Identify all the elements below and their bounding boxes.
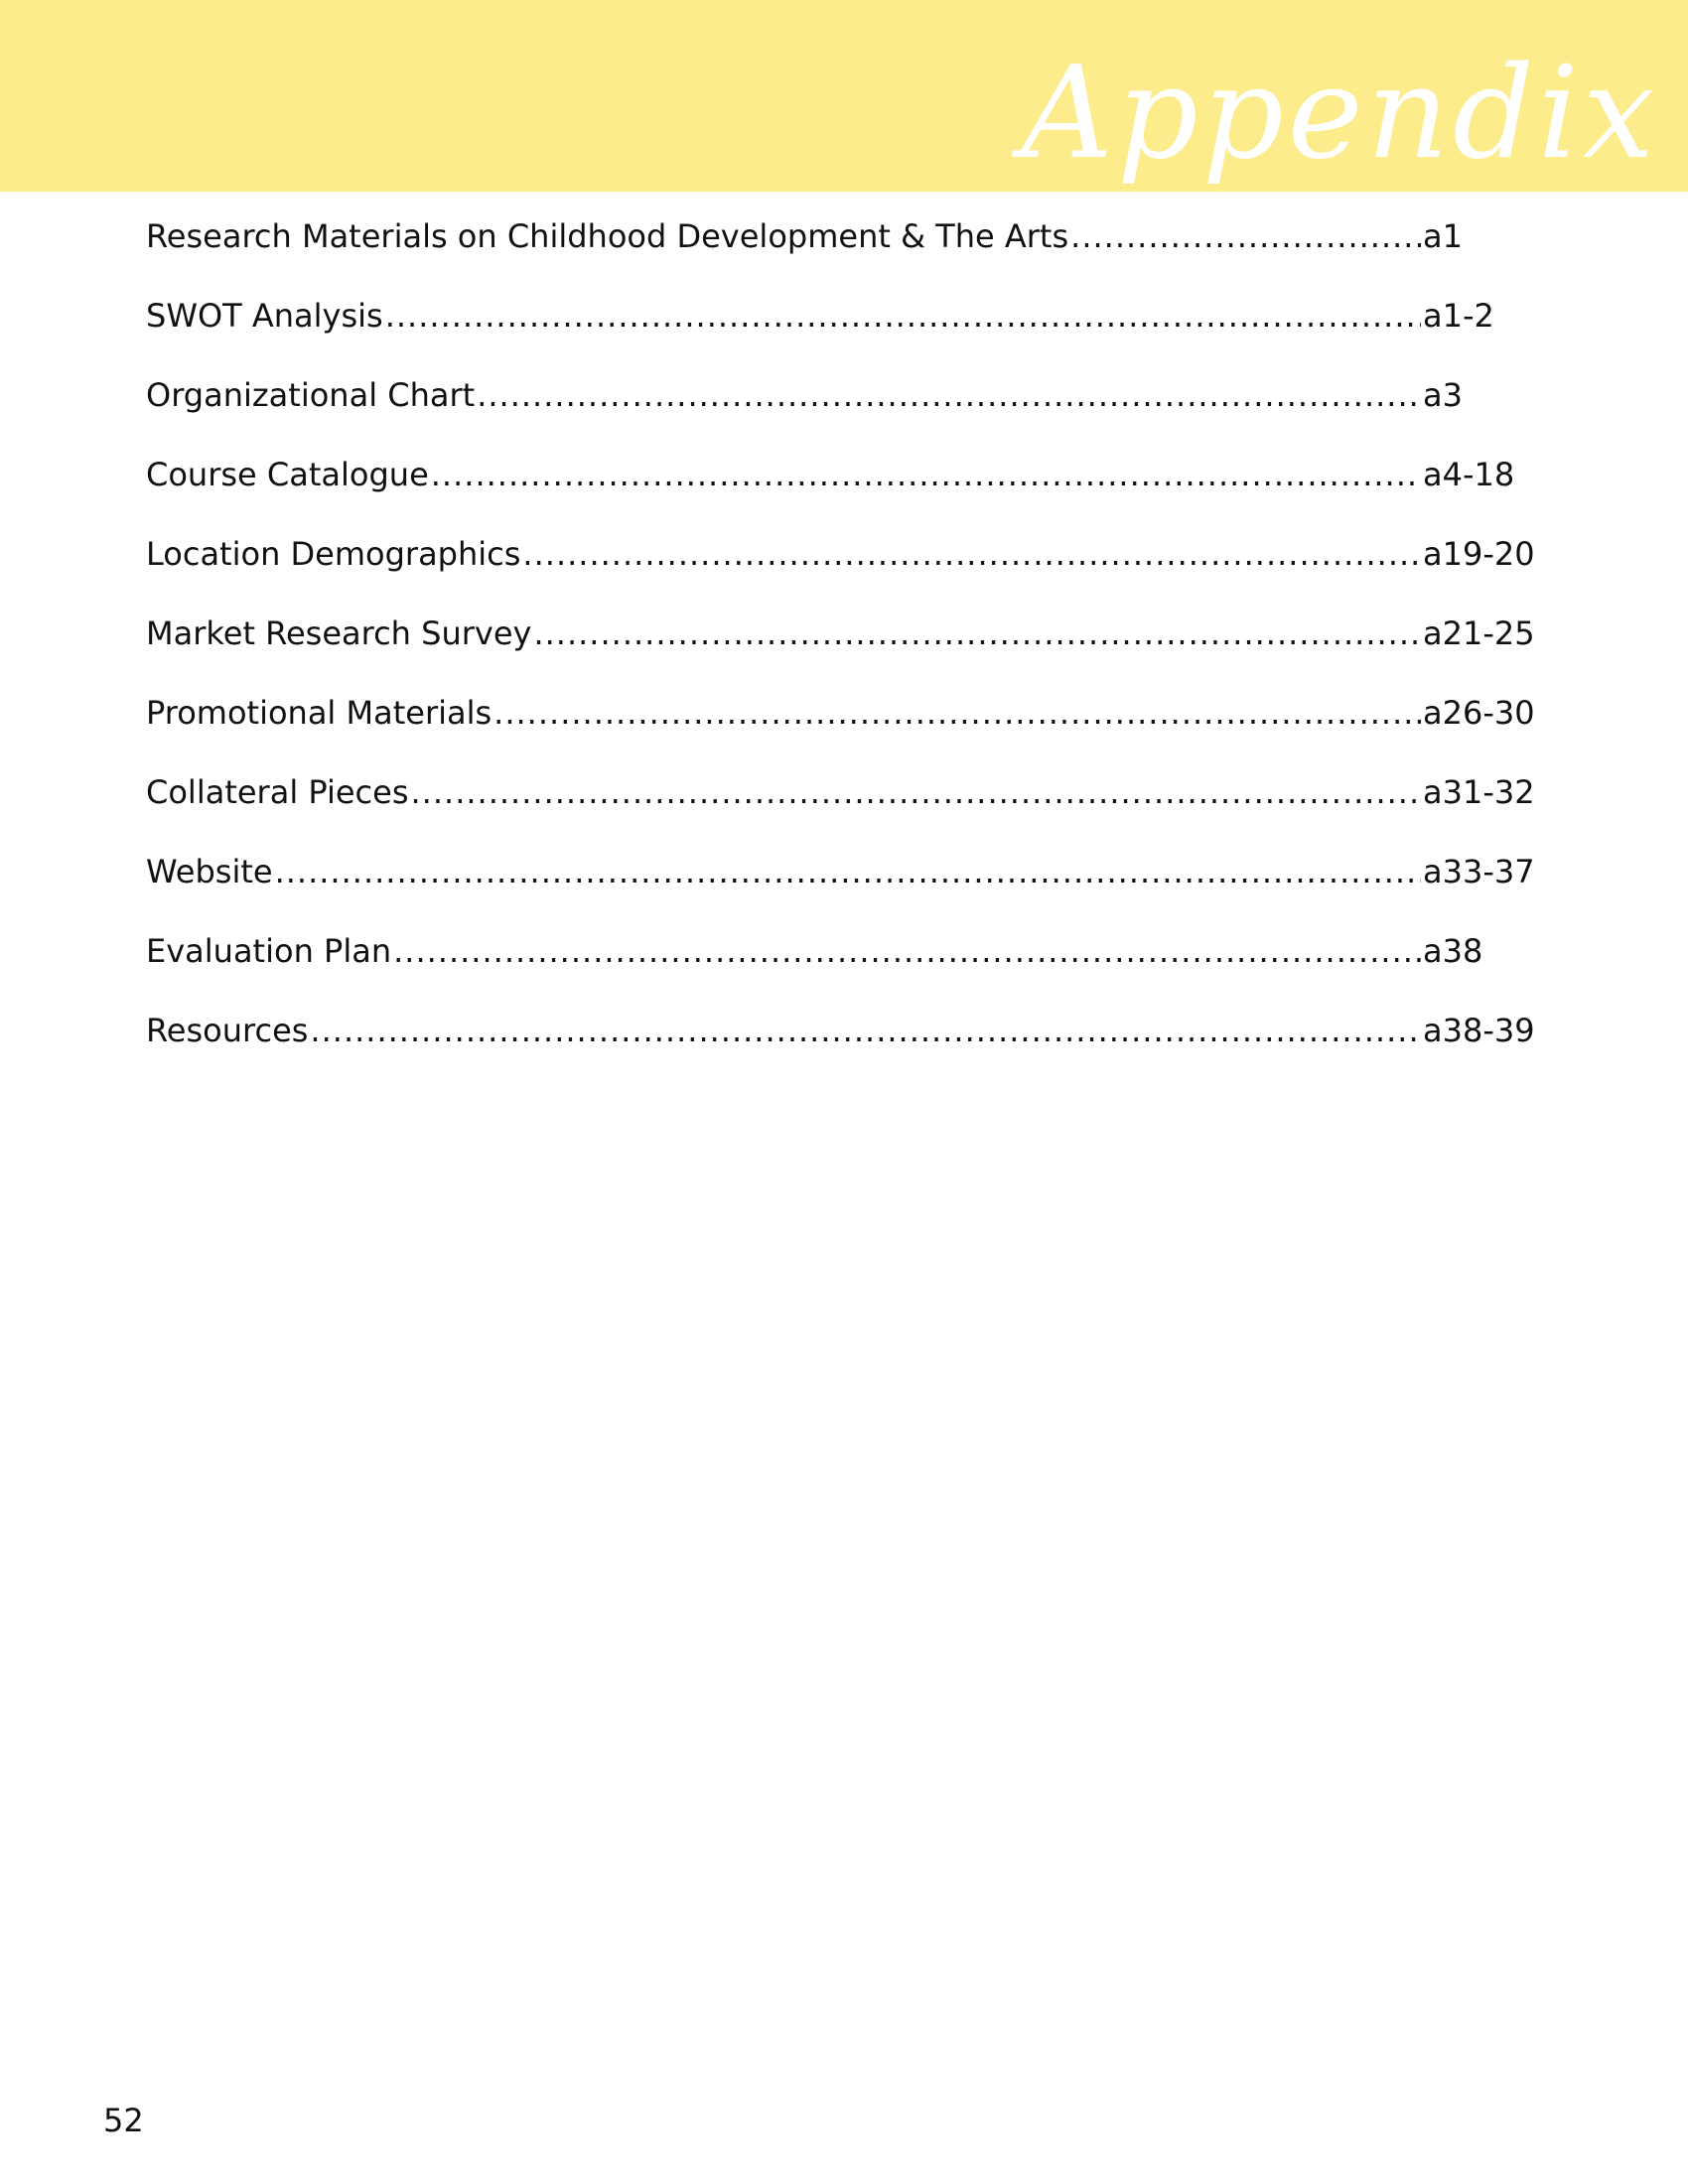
toc-entry[interactable] [146,844,1536,923]
toc-entry-title: Collateral Pieces [146,773,409,811]
toc-entry[interactable] [146,288,1536,367]
toc-entry[interactable] [146,1003,1536,1082]
toc-dot-leader [411,764,1422,820]
toc-entry[interactable] [146,606,1536,685]
toc-entry-page: a1-2 [1423,297,1494,335]
toc-entry-title: Evaluation Plan [146,932,392,970]
toc-entry[interactable] [146,923,1536,1003]
toc-entry-page: a1 [1423,217,1463,255]
toc-entry-title: Market Research Survey [146,614,532,652]
toc-entry-page: a21-25 [1423,614,1535,652]
toc-entry-title: Promotional Materials [146,694,492,732]
toc-dot-leader [1070,208,1421,264]
toc-dot-leader [393,923,1421,979]
toc-entry-page: a31-32 [1423,773,1535,811]
toc-entry-title: Organizational Chart [146,376,476,414]
toc-entry[interactable] [146,526,1536,606]
appendix-heading: Appendix [1021,40,1658,188]
page-number: 52 [103,2102,144,2139]
toc-entry-page: a38 [1423,932,1483,970]
toc-entry-title: SWOT Analysis [146,297,383,335]
toc-dot-leader [431,447,1421,502]
toc-entry[interactable] [146,685,1536,764]
toc-entry[interactable] [146,764,1536,844]
toc-entry-title: Resources [146,1012,309,1049]
toc-entry-page: a38-39 [1423,1012,1535,1049]
toc-entry[interactable] [146,447,1536,526]
toc-entry-page: a3 [1423,376,1463,414]
toc-dot-leader [310,1003,1421,1058]
toc-dot-leader [533,606,1421,661]
toc-entry-title: Course Catalogue [146,456,429,493]
header-band [0,0,1688,192]
toc-dot-leader [275,844,1421,899]
toc-dot-leader [477,367,1421,423]
toc-entry-title: Research Materials on Childhood Development & The Arts [146,217,1069,255]
toc-entry-title: Website [146,853,273,890]
toc-entry[interactable] [146,208,1536,288]
toc-entry-page: a33-37 [1423,853,1535,890]
toc-entry-page: a4-18 [1423,456,1515,493]
toc-entry-page: a26-30 [1423,694,1535,732]
toc-entry-page: a19-20 [1423,535,1535,573]
toc-dot-leader [522,526,1421,582]
toc-dot-leader [385,288,1421,343]
toc-entry[interactable] [146,367,1536,447]
toc-dot-leader [493,685,1421,741]
table-of-contents [146,208,1536,1082]
toc-entry-title: Location Demographics [146,535,521,573]
